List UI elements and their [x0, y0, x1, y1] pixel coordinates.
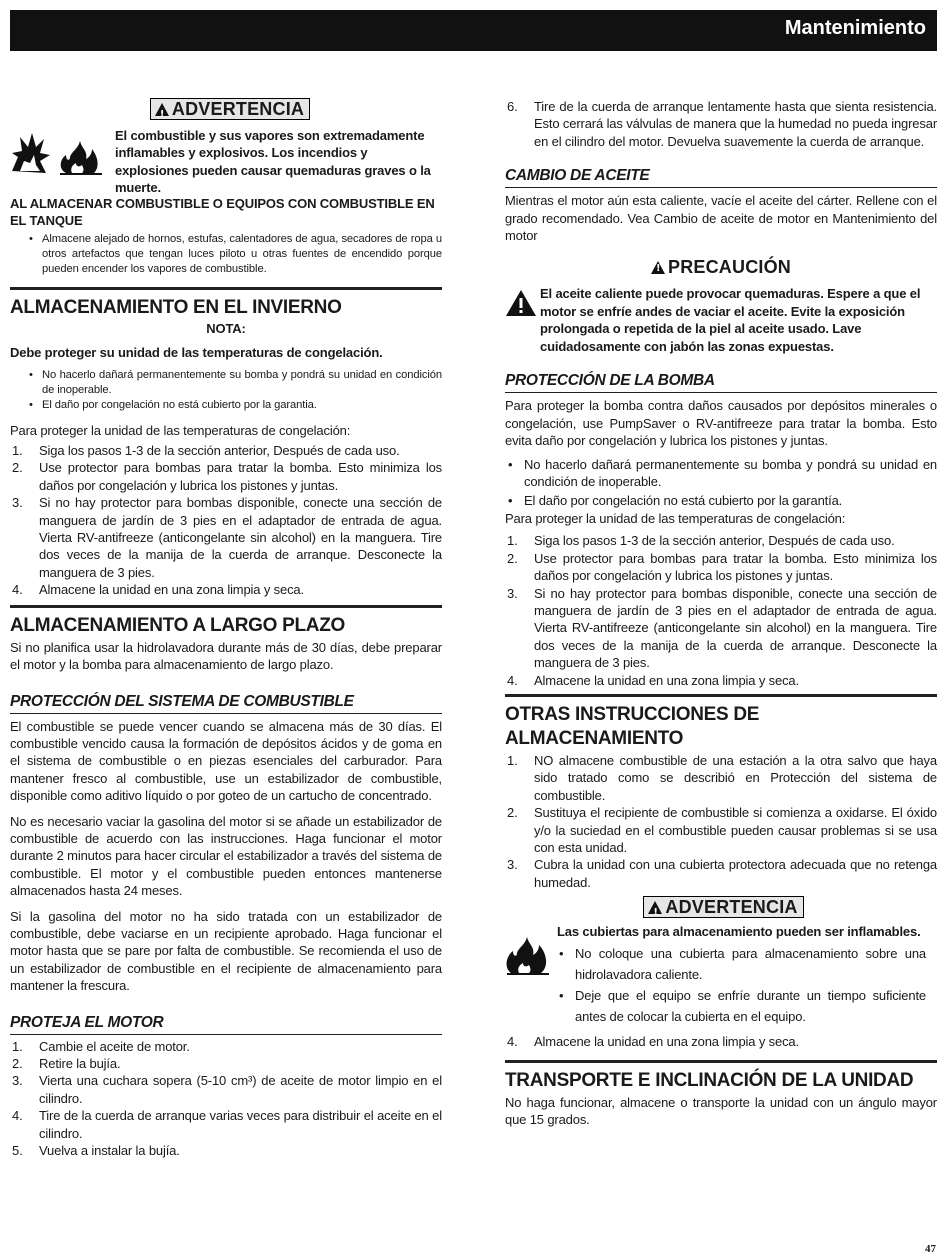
- list-item: 5. Vuelva a instalar la bujía.: [12, 1143, 180, 1159]
- list-item: • No hacerlo dañará permanentemente su bomba y pondrá su unidad en condición de inoperable.: [505, 456, 937, 491]
- store-fuel-bullets: [10, 232, 442, 277]
- other-storage-step-4: [505, 1033, 937, 1050]
- caution-triangle-icon: [505, 289, 537, 317]
- list-item: 4. Almacene la unidad en una zona limpia y seca.: [507, 1034, 799, 1050]
- page-number: 47: [925, 1243, 936, 1255]
- longterm-heading: ALMACENAMIENTO A LARGO PLAZO: [10, 605, 442, 638]
- list-item: 3. Si no hay protector para bombas disponible, conecte una sección de manguera de jardín de 3 pies en el adaptador de entrada de agua. Vierta RV-antifreeze (anticongelante sin alcohol) en la manguera. Tire dos veces de la manija de la cuerda de arranque. Desconecte la manguera de 3 pies.: [507, 585, 937, 671]
- list-item: • Deje que el equipo se enfríe durante un tiempo suficiente antes de colocar la cubierta en el equipo.: [556, 985, 926, 1027]
- pump-intro: Para proteger la unidad de las temperaturas de congelación:: [505, 510, 846, 526]
- other-storage-heading: OTRAS INSTRUCCIONES DE ALMACENAMIENTO: [505, 694, 937, 751]
- warning-icon: [155, 103, 169, 116]
- precaution-heading: !PRECAUCIÓN: [505, 257, 937, 278]
- warning-icon: [648, 901, 662, 914]
- fire-icon: [505, 935, 551, 975]
- list-item: • No coloque una cubierta para almacenamiento sobre una hidrolavadora caliente.: [556, 943, 926, 985]
- pump-protection-heading: PROTECCIÓN DE LA BOMBA: [505, 371, 937, 393]
- right-column: [505, 98, 937, 1128]
- warning-heading: [10, 98, 442, 120]
- list-item: 1. NO almacene combustible de una estación a la otra salvo que haya sido tratado como se describió en Protección del sistema de combustible.: [507, 752, 937, 803]
- cover-warning-bullets: [556, 943, 926, 1027]
- transport-text: No haga funcionar, almacene o transporte la unidad con un ángulo mayor que 15 grados.: [505, 1094, 937, 1127]
- list-item: 1. Cambie el aceite de motor.: [12, 1038, 190, 1054]
- oil-change-text: Mientras el motor aún esta caliente, vacíe el aceite del cárter. Rellene con el grado recomendado. Vea Cambio de aceite de motor en Mantenimiento del motor: [505, 193, 937, 244]
- motor-steps: [10, 1038, 442, 1160]
- list-item: 2. Use protector para bombas para tratar la bomba. Esto minimiza los daños por congelación y lubrica los pistones y juntas.: [507, 550, 937, 584]
- longterm-text: Si no planifica usar la hidrolavadora durante más de 30 días, debe preparar el motor y la bomba para almacenamiento de largo plazo.: [10, 639, 442, 673]
- motor-step-6: [505, 98, 937, 150]
- pump-bullets: [505, 456, 937, 510]
- fuel-paragraph-3: Si la gasolina del motor no ha sido tratada con un estabilizador de combustible, debe vaciarse en un recipiente aprobado. Haga funcionar el motor hasta que se pare por falta de combustible. Se recomienda el uso de un estabilizador de combustible en el recipiente de almacenamiento para mantener la frescura.: [10, 908, 442, 994]
- advertencia-badge: !ADVERTENCIA: [150, 98, 310, 120]
- left-column: [10, 98, 442, 1159]
- transport-heading: TRANSPORTE E INCLINACIÓN DE LA UNIDAD: [505, 1060, 937, 1093]
- other-storage-steps: [505, 752, 937, 891]
- winter-steps: [10, 442, 442, 599]
- advertencia-badge-2: !ADVERTENCIA: [643, 896, 803, 918]
- header-bar: [10, 10, 937, 51]
- list-item: 3. Si no hay protector para bombas disponible, conecte una sección de manguera de jardín de 3 pies en el adaptador de entrada de agua. Vierta RV-antifreeze (anticongelante sin alcohol) en la manguera. Tire dos veces de la manija de la cuerda de arranque. Desconecte la manguera de 3 pies.: [12, 495, 442, 580]
- protect-motor-heading: PROTEJA EL MOTOR: [10, 1013, 442, 1035]
- list-item: 2. Sustituya el recipiente de combustible si comienza a oxidarse. El óxido y/o la suciedad en el combustible pueden causar problemas si se usa con esta unidad.: [507, 805, 937, 855]
- fuel-paragraph-1: El combustible se puede vencer cuando se almacena más de 30 días. El combustible vencido causa la formación de depósitos ácidos y de goma en el sistema de combustible o en piezas esenciales del carburador. Para mantener fresco al combustible, use un estabilizador de combustible, disponible como aditivo líquido o por goteo de un cartucho de concentrado.: [10, 718, 442, 804]
- caution-block: [505, 285, 937, 355]
- list-item: 4. Almacene la unidad en una zona limpia y seca.: [12, 582, 304, 598]
- explosion-fire-icon: [10, 131, 106, 175]
- fuel-paragraph-2: No es necesario vaciar la gasolina del motor si se añade un estabilizador de combustible de acuerdo con las instrucciones. Haga funcionar el motor durante 2 minutos para hacer circular el estabilizador a través del sistema de combustible. El motor y el combustible pueden entonces mantenerse almacenados hasta 24 meses.: [10, 813, 442, 899]
- list-item: 3. Cubra la unidad con una cubierta protectora adecuada que no retenga humedad.: [507, 857, 937, 890]
- pump-steps: [505, 532, 937, 689]
- list-item: • Almacene alejado de hornos, estufas, calentadores de agua, secadores de ropa u otros artefactos que tengan luces piloto u otras fuentes de encendido porque pueden encender los vapores de combustible.: [10, 232, 442, 277]
- warning-fuel-block: [10, 127, 442, 196]
- list-item: 1. Siga los pasos 1-3 de la sección anterior, Después de cada uso.: [507, 533, 895, 549]
- list-item: 2. Use protector para bombas para tratar la bomba. Esto minimiza los daños por congelación y lubrica los pistones y juntas.: [12, 460, 442, 493]
- page-title: Mantenimiento: [784, 17, 926, 39]
- list-item: • No hacerlo dañará permanentemente su bomba y pondrá su unidad en condición de inoperable.: [10, 368, 442, 398]
- store-fuel-subhead: AL ALMACENAR COMBUSTIBLE O EQUIPOS CON COMBUSTIBLE EN EL TANQUE: [10, 196, 435, 229]
- pump-protection-text: Para proteger la bomba contra daños causados por depósitos minerales o congelación, use PumpSaver o RV-antifreeze para tratar la bomba. Esto evita daño por congelación y lubrica los pistones y juntas.: [505, 398, 937, 449]
- list-item: 6. Tire de la cuerda de arranque lentamente hasta que sienta resistencia. Esto cerrará las válvulas de manera que la humedad no pueda ingresar en el cilindro del motor. Devuelva suavemente la cuerda de arranque.: [507, 99, 937, 149]
- list-item: 4. Almacene la unidad en una zona limpia y seca.: [507, 672, 799, 688]
- note-bullets: [10, 368, 442, 413]
- cover-warning-block: [505, 923, 937, 1033]
- warning-fuel-text: El combustible y sus vapores son extremadamente inflamables y explosivos. Los incendios y explosiones pueden causar quemaduras graves o la muerte.: [115, 128, 431, 196]
- note-label: NOTA:: [206, 320, 246, 336]
- oil-change-heading: CAMBIO DE ACEITE: [505, 166, 937, 188]
- cover-warning-text: Las cubiertas para almacenamiento pueden ser inflamables.: [557, 924, 921, 940]
- winter-storage-heading: ALMACENAMIENTO EN EL INVIERNO: [10, 287, 442, 320]
- note-bold-text: Debe proteger su unidad de las temperaturas de congelación.: [10, 345, 383, 361]
- list-item: • El daño por congelación no está cubierto por la garantía.: [505, 492, 937, 509]
- warning-icon: [651, 261, 665, 274]
- winter-intro: Para proteger la unidad de las temperaturas de congelación:: [10, 422, 351, 438]
- warning-heading-2: [505, 896, 937, 918]
- list-item: 4. Tire de la cuerda de arranque varias veces para distribuir el aceite en el cilindro.: [12, 1108, 442, 1141]
- list-item: • El daño por congelación no está cubierto por la garantia.: [10, 398, 442, 413]
- list-item: 2. Retire la bujía.: [12, 1056, 121, 1071]
- list-item: 3. Vierta una cuchara sopera (5-10 cm³) de aceite de motor limpio en el cilindro.: [12, 1073, 442, 1106]
- fuel-protection-heading: PROTECCIÓN DEL SISTEMA DE COMBUSTIBLE: [10, 692, 442, 714]
- caution-text: El aceite caliente puede provocar quemaduras. Espere a que el motor se enfríe andes de vaciar el aceite. Evite la exposición prolongada o repetida de la piel al aceite usado. Lave cuidadosamente con jabón las zonas expuestas.: [540, 286, 921, 354]
- list-item: 1. Siga los pasos 1-3 de la sección anterior, Después de cada uso.: [12, 443, 400, 459]
